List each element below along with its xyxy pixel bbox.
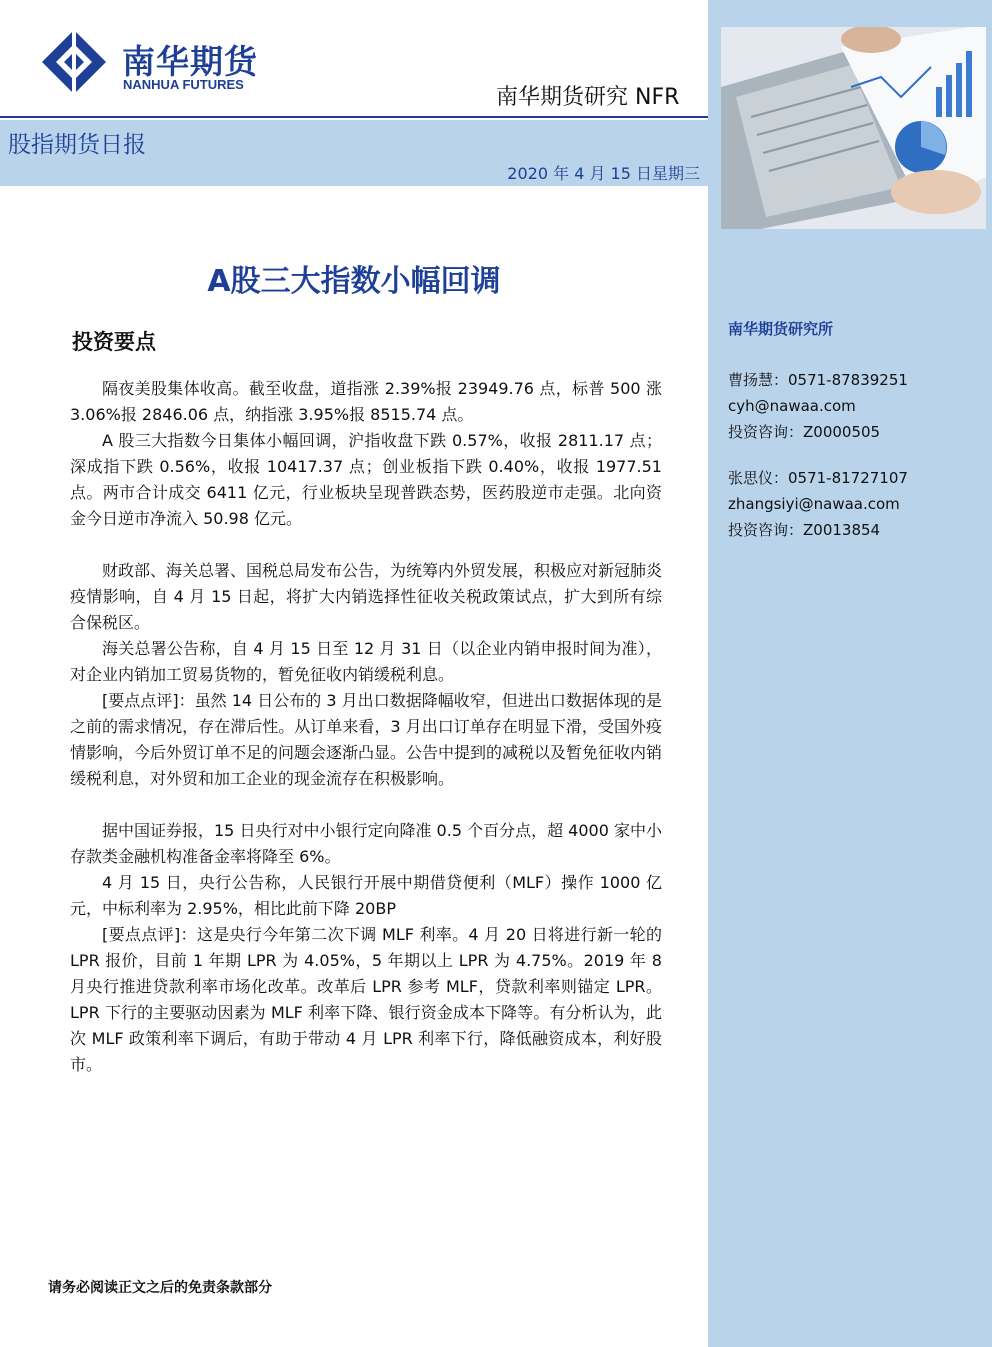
analyst-card bbox=[728, 367, 908, 445]
paragraph-spacer bbox=[70, 792, 662, 818]
analyst-name-phone: 张思仪：0571-81727107 bbox=[728, 469, 908, 487]
disclaimer-footer: 请务必阅读正文之后的免责条款部分 bbox=[48, 1280, 272, 1296]
paragraph: 隔夜美股集体收高。截至收盘，道指涨 2.39%报 23949.76 点，标普 500 涨 3.06%报 2846.06 点，纳指涨 3.95%报 8515.74 点。 bbox=[70, 379, 662, 424]
analyst-card bbox=[728, 465, 908, 543]
article-body bbox=[70, 376, 662, 1078]
paragraph: 财政部、海关总署、国税总局发布公告，为统筹内外贸发展，积极应对新冠肺炎疫情影响，自 4 月 15 日起，将扩大内销选择性征收关税政策试点，扩大到所有综合保税区。 bbox=[70, 561, 663, 632]
analyst-email[interactable]: cyh@nawaa.com bbox=[728, 397, 856, 415]
paragraph: 海关总署公告称，自 4 月 15 日至 12 月 31 日（以企业内销申报时间为准），对企业内销加工贸易货物的，暂免征收内销缓税利息。 bbox=[70, 639, 662, 684]
paragraph: [要点点评]：虽然 14 日公布的 3 月出口数据降幅收窄，但进出口数据体现的是之前的需求情况，存在滞后性。从订单来看，3 月出口订单存在明显下滑，受国外疫情影响，今后外贸订单不足的问题会逐渐凸显。公告中提到的减税以及暂免征收内销缓税利息，对外贸和加工企业的现金流存在积极影响。 bbox=[70, 691, 663, 788]
report-type-title: 股指期货日报 bbox=[8, 132, 146, 158]
logo-english-text: NANHUA FUTURES bbox=[123, 77, 244, 92]
article-title: A股三大指数小幅回调 bbox=[207, 264, 501, 299]
nanhua-logo-icon bbox=[42, 30, 106, 94]
analyst-email[interactable]: zhangsiyi@nawaa.com bbox=[728, 495, 900, 513]
paragraph: [要点点评]：这是央行今年第二次下调 MLF 利率。4 月 20 日将进行新一轮的 LPR 报价，目前 1 年期 LPR 为 4.05%，5 年期以上 LPR 为 4.75%。2019 年 8 月央行推进贷款利率市场化改革。改革后 LPR 参考 MLF，贷款利率则锚定 LPR。LPR 下行的主要驱动因素为 MLF 利率下降、银行资金成本下降等。有分析认为，此次 MLF 政策利率下调后，有助于带动 4 月 LPR 利率下行，降低融资成本，利好股市。 bbox=[70, 925, 662, 1074]
research-label: 南华期货研究 NFR bbox=[496, 85, 680, 110]
paragraph: 4 月 15 日，央行公告称，人民银行开展中期借贷便利（MLF）操作 1000 亿元，中标利率为 2.95%，相比此前下降 20BP bbox=[70, 873, 662, 918]
hero-image bbox=[721, 27, 986, 229]
header-divider bbox=[0, 116, 708, 118]
institute-name: 南华期货研究所 bbox=[728, 320, 834, 338]
analyst-name-phone: 曹扬慧：0571-87839251 bbox=[728, 371, 908, 389]
section-title: 投资要点 bbox=[72, 330, 156, 354]
business-chart-photo bbox=[721, 27, 986, 229]
paragraph: A 股三大指数今日集体小幅回调，沪指收盘下跌 0.57%，收报 2811.17 点；深成指下跌 0.56%，收报 10417.37 点；创业板指下跌 0.40%，收报 1977.51 点。两市合计成交 6411 亿元，行业板块呈现普跌态势，医药股逆市走强。北向资金今日逆市净流入 50.98 亿元。 bbox=[70, 431, 662, 528]
report-date: 2020 年 4 月 15 日星期三 bbox=[507, 164, 700, 183]
paragraph-spacer bbox=[70, 532, 662, 558]
analyst-license: 投资咨询：Z0000505 bbox=[728, 423, 881, 441]
paragraph: 据中国证券报，15 日央行对中小银行定向降准 0.5 个百分点，超 4000 家中小存款类金融机构准备金率将降至 6%。 bbox=[70, 821, 662, 866]
analyst-license: 投资咨询：Z0013854 bbox=[728, 521, 881, 539]
logo-chinese-text: 南华期货 bbox=[122, 42, 258, 81]
